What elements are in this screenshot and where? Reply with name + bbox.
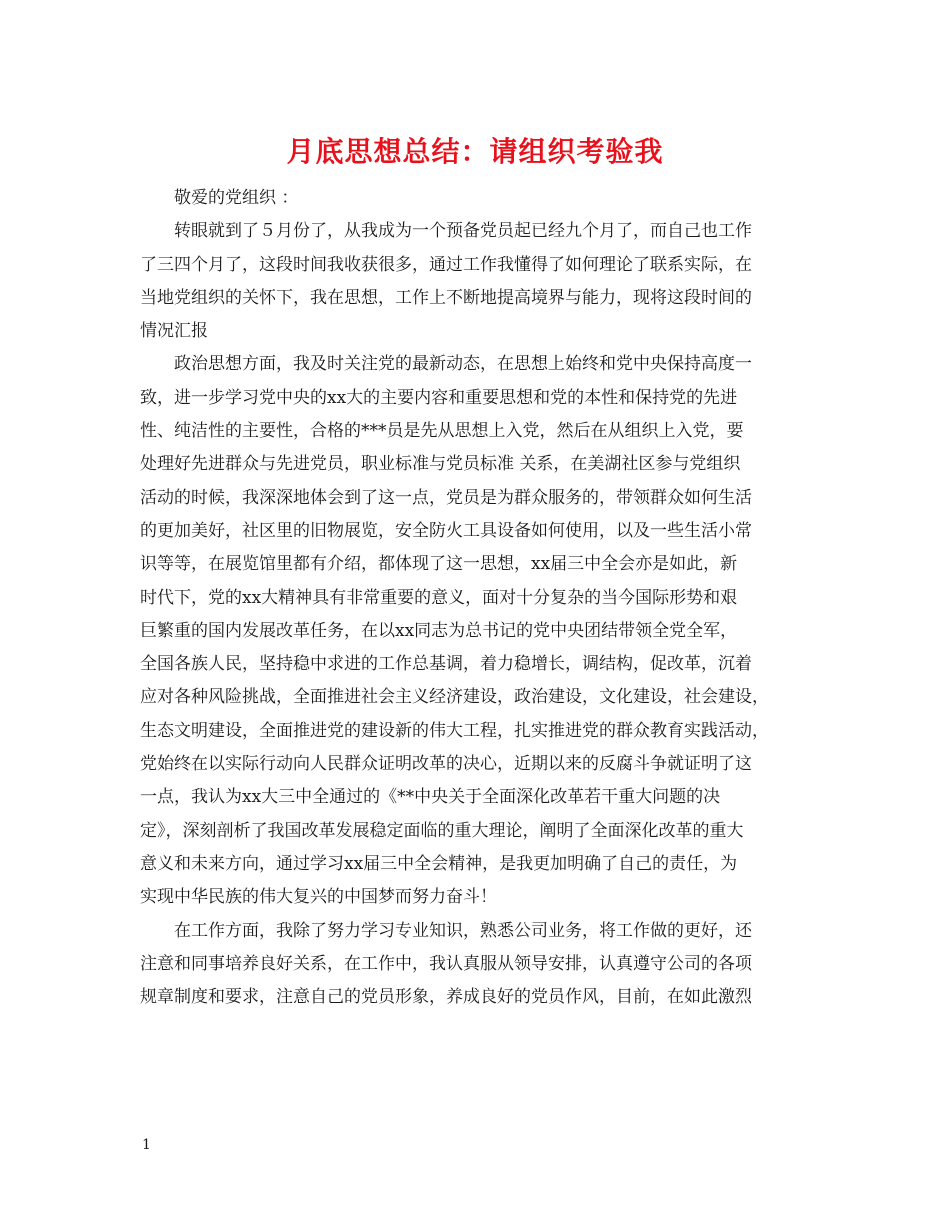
paragraph-line: 政治思想方面，我及时关注党的最新动态，在思想上始终和党中央保持高度一 xyxy=(174,354,752,375)
paragraph-line: 时代下，党的xx大精神具有非常重要的意义，面对十分复杂的当今国际形势和艰 xyxy=(140,587,738,608)
paragraph-line: 一点，我认为xx大三中全通过的《**中央关于全面深化改革若干重大问题的决 xyxy=(140,787,721,808)
paragraph-line: 了三四个月了，这段时间我收获很多，通过工作我懂得了如何理论了联系实际，在 xyxy=(140,254,752,275)
document-title: 月底思想总结：请组织考验我 xyxy=(286,135,664,168)
paragraph-line: 实现中华民族的伟大复兴的中国梦而努力奋斗！ xyxy=(140,887,497,908)
paragraph-line: 情况汇报 xyxy=(140,321,208,342)
paragraph-line: 致，进一步学习党中央的xx大的主要内容和重要思想和党的本性和保持党的先进 xyxy=(140,387,738,408)
paragraph-line: 规章制度和要求，注意自己的党员形象，养成良好的党员作风，目前，在如此激烈 xyxy=(140,987,752,1008)
paragraph-line: 党始终在以实际行动向人民群众证明改革的决心，近期以来的反腐斗争就证明了这 xyxy=(140,754,752,775)
paragraph-line: 性、纯洁性的主要性，合格的***员是先从思想上入党，然后在从组织上入党，要 xyxy=(140,421,744,442)
paragraph-line: 应对各种风险挑战，全面推进社会主义经济建设，政治建设，文化建设，社会建设， xyxy=(140,687,769,708)
paragraph-line: 当地党组织的关怀下，我在思想，工作上不断地提高境界与能力，现将这段时间的 xyxy=(140,287,752,308)
salutation-line: 敬爱的党组织 ： xyxy=(174,188,299,208)
paragraph-line: 在工作方面，我除了努力学习专业知识，熟悉公司业务，将工作做的更好，还 xyxy=(174,920,752,941)
paragraph-line: 注意和同事培养良好关系，在工作中，我认真服从领导安排，认真遵守公司的各项 xyxy=(140,953,752,974)
paragraph-line: 定》，深刻剖析了我国改革发展稳定面临的重大理论，阐明了全面深化改革的重大 xyxy=(140,820,744,841)
paragraph-line: 巨繁重的国内发展改革任务，在以xx同志为总书记的党中央团结带领全党全军， xyxy=(140,620,738,641)
paragraph-line: 意义和未来方向，通过学习xx届三中全会精神，是我更加明确了自己的责任，为 xyxy=(140,853,738,874)
paragraph-line: 处理好先进群众与先进党员，职业标准与党员标准 关系，在美湖社区参与党组织 xyxy=(140,454,741,475)
page-number: 1 xyxy=(142,1137,151,1153)
paragraph-line: 转眼就到了５月份了，从我成为一个预备党员起已经九个月了，而自己也工作 xyxy=(174,221,752,242)
paragraph-line: 生态文明建设，全面推进党的建设新的伟大工程，扎实推进党的群众教育实践活动， xyxy=(140,720,769,741)
paragraph-line: 识等等，在展览馆里都有介绍，都体现了这一思想，xx届三中全会亦是如此，新 xyxy=(140,554,738,575)
paragraph-line: 的更加美好，社区里的旧物展览，安全防火工具设备如何使用，以及一些生活小常 xyxy=(140,520,752,541)
paragraph-line: 活动的时候，我深深地体会到了这一点，党员是为群众服务的，带领群众如何生活 xyxy=(140,487,752,508)
paragraph-line: 全国各族人民，坚持稳中求进的工作总基调，着力稳增长，调结构，促改革，沉着 xyxy=(140,654,752,675)
document-body xyxy=(140,182,820,1014)
